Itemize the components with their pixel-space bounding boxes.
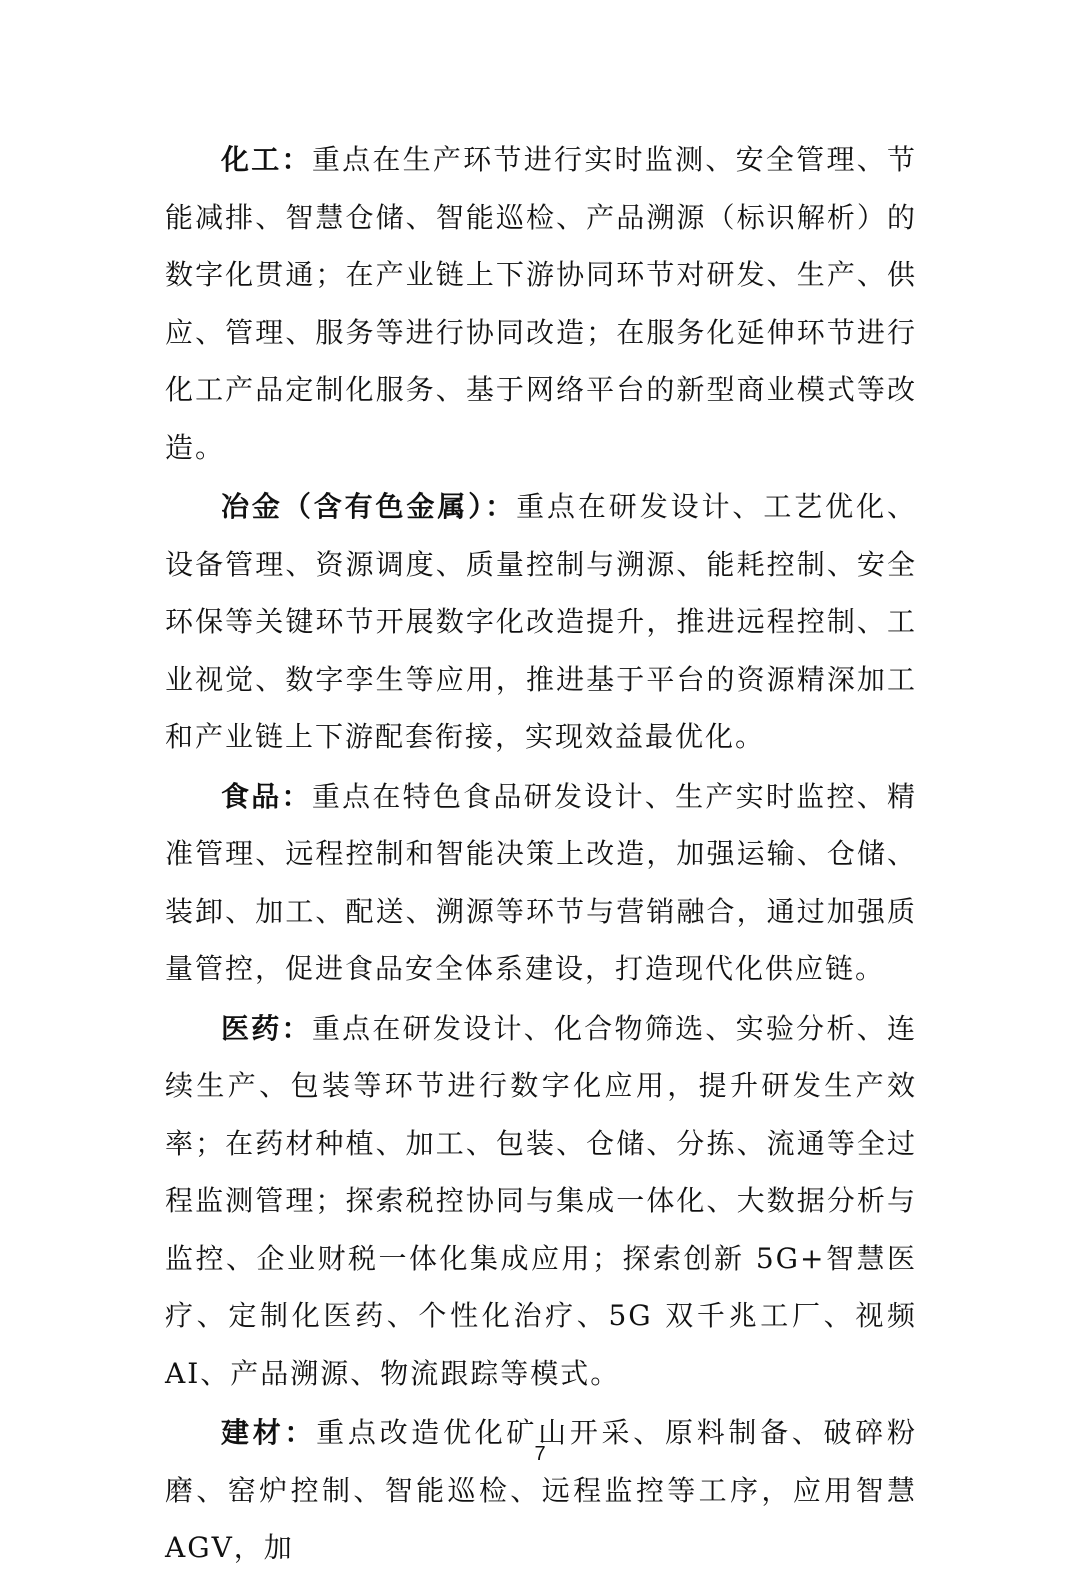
paragraph-text: 重点在特色食品研发设计、生产实时监控、精准管理、远程控制和智能决策上改造，加强运输、仓储、装卸、加工、配送、溯源等环节与营销融合，通过加强质量管控，促进食品安全体系建设，打造现代化供应链。 [165,779,917,985]
paragraph-heading: 化工： [221,143,312,176]
paragraph-heading: 医药： [221,1011,312,1045]
paragraph-building-materials [165,1404,917,1577]
page-number: 7 [534,1443,546,1465]
paragraph-text: 重点在研发设计、化合物筛选、实验分析、连续生产、包装等环节进行数字化应用，提升研发生产效率；在药材种植、加工、包装、仓储、分拣、流通等全过程监测管理；探索税控协同与集成一体化、大数据分析与监控、企业财税一体化集成应用；探索创新 5G+智慧医疗、定制化医药、个性化治疗、5G 双千兆工厂、视频 AI、产品溯源、物流跟踪等模式。 [165,1011,917,1390]
paragraph-text: 重点在研发设计、工艺优化、设备管理、资源调度、质量控制与溯源、能耗控制、安全环保等关键环节开展数字化改造提升，推进远程控制、工业视觉、数字孪生等应用，推进基于平台的资源精深加工和产业链上下游配套衔接，实现效益最优化。 [165,490,917,753]
paragraph-heading: 食品： [221,779,312,813]
paragraph-chemical [165,131,917,476]
paragraph-text: 重点在生产环节进行实时监测、安全管理、节能减排、智慧仓储、智能巡检、产品溯源（标识解析）的数字化贯通；在产业链上下游协同环节对研发、生产、供应、管理、服务等进行协同改造；在服务化延伸环节进行化工产品定制化服务、基于网络平台的新型商业模式等改造。 [165,143,917,464]
paragraph-text: 重点改造优化矿山开采、原料制备、破碎粉磨、窑炉控制、智能巡检、远程监控等工序，应用智慧 AGV，加 [165,1416,917,1564]
paragraph-metallurgy [165,478,917,766]
paragraph-heading: 建材： [221,1416,317,1449]
paragraph-food [165,768,917,998]
document-body [165,131,917,1579]
paragraph-heading: 冶金（含有色金属）： [221,490,517,523]
paragraph-medicine [165,1000,917,1403]
